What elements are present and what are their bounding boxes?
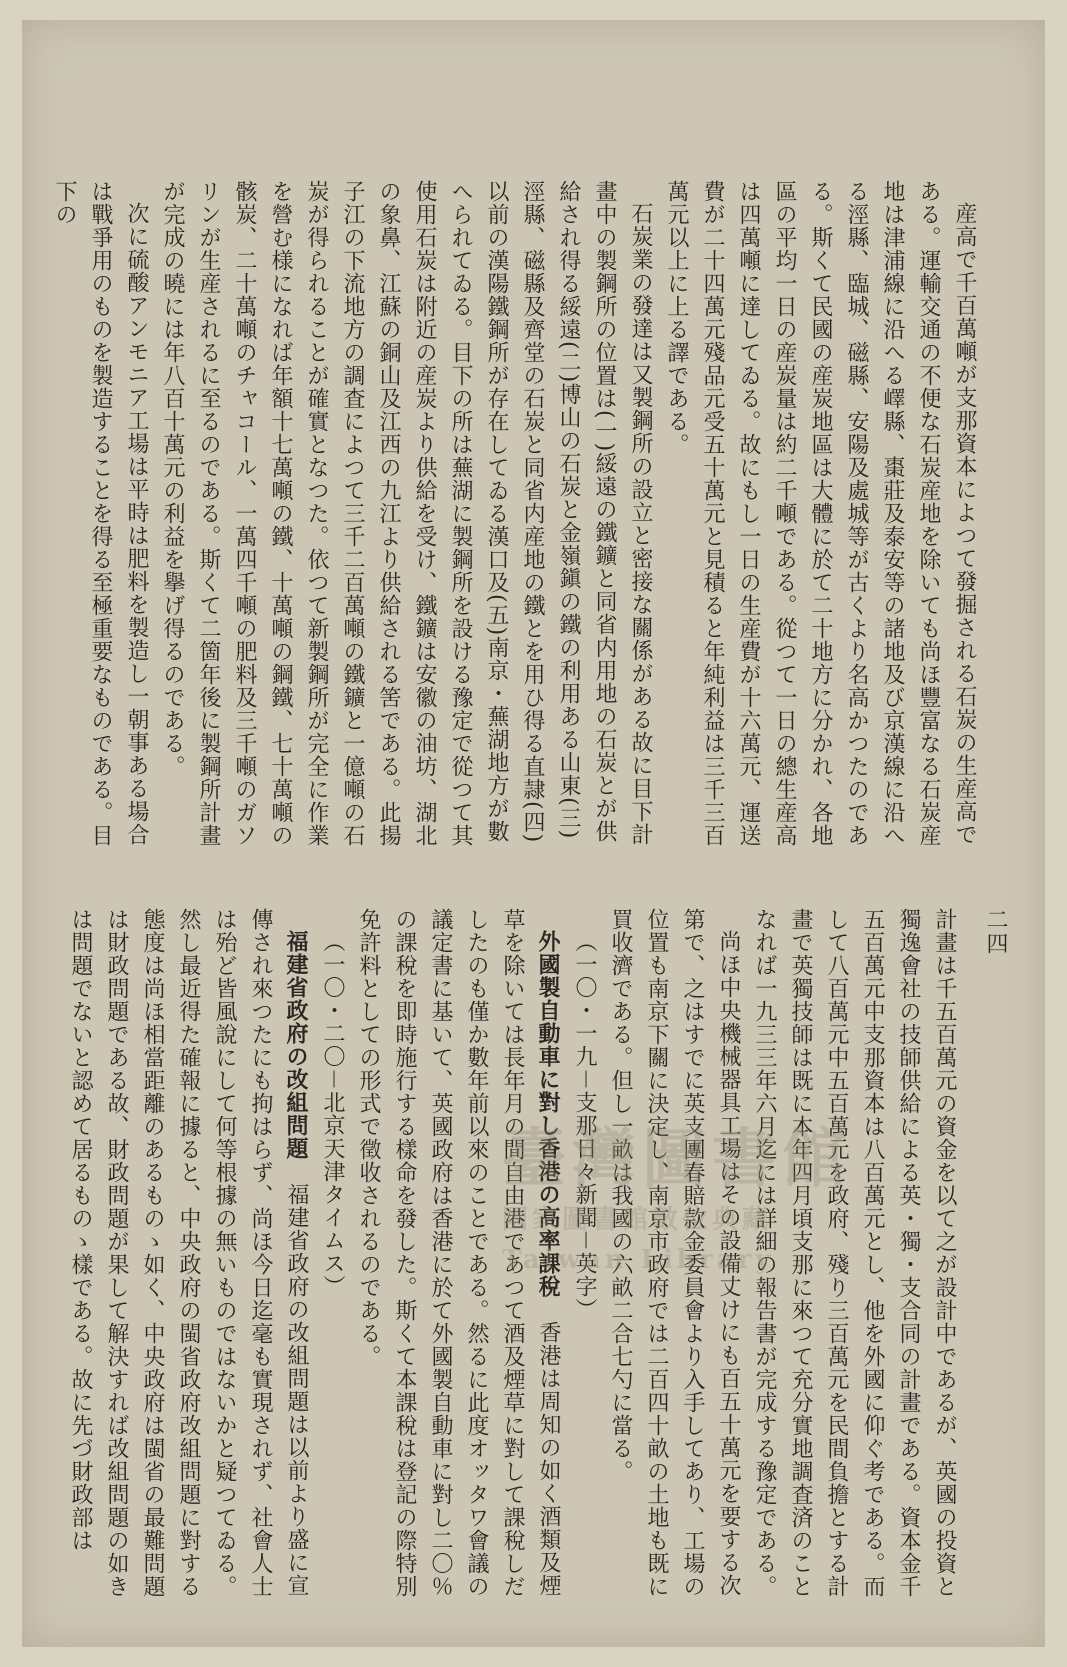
- watermark-line-2: 國家圖書館數位典藏: [502, 1205, 773, 1235]
- paragraph-ammonium-sulfate: 次に硫酸アンモニア工場は平時は肥料を製造し一朝事ある場合は戰爭用のものを製造することを得る至極重要なものである。目下の: [52, 180, 149, 847]
- source-citation-1: （一〇・一九－支那日々新聞－英字）: [572, 930, 597, 1322]
- article-fujian: [62, 908, 314, 1598]
- paragraph-coal-production: 産高で千百萬噸が支那資本によつて發掘される石炭の生産高である。運輸交通の不便な石炭産地を除いても尚ほ豐富なる石炭産地は津浦線に沿へる嶧縣、棗莊及泰安等の諸地及び京漢線に沿へる涇縣、臨城、磁縣、安陽及處城等が古くより名高かつたのである。斯くて民國の産炭地區は大體に於て二十地方に分かれ、各地區の平均一日の産炭量は約二千噸である。從つて一日の總生産高は四萬噸に達してゐる。故にもし一日の生産費が十六萬元、運送費が二十四萬元殘品元受五十萬元と見積ると年純利益は三千三百萬元以上に上る譯である。: [664, 180, 977, 847]
- paragraph-plan-continued: 計畫は千五百萬元の資金を以て之が設計中であるが、英國の投資と獨逸會社の技師供給による英・獨・支合同の計畫である。資本金千五百萬元中支那資本は八百萬元とし、他を外國に仰ぐ考である。而して八百萬元中五百萬元を政府、殘り三百萬元を民間負擔とする計畫で英獨技師は既に本年四月頃支那に來つて充分實地調査済のことなれば一九三三年六月迄には詳細の報告書が完成する豫定である。: [752, 908, 957, 1598]
- article-hongkong-body: 香港は周知の如く酒類及煙草を除いては長年月の間自由港であつて酒及煙草に對して課稅しだしたのも僅か數年前以來のことである。然るに此度オッタワ會議の議定書に基いて、英國政府は香港に於て外國製自動車に對し二〇％の課稅を即時施行する樣命を發した。斯くて本課稅は登記の際特別免許料としての形式で徵收されるのである。: [356, 908, 561, 1598]
- watermark-line-1: 臺灣圖書館: [502, 1122, 852, 1197]
- top-text-block: [52, 180, 982, 850]
- paragraph-steel-works: 石炭業の發達は又製鋼所の設立と密接な關係がある故に目下計畫中の製鋼所の位置は(一)綏遠の鐵鑛と同省内用地の石炭とが供給され得る綏遠(二)博山の石炭と金嶺鎭の鐵の利用ある山東(三)涇縣、磁縣及齊堂の石炭と同省内産地の鐵とを用ひ得る直隷(四)以前の漢陽鐵鋼所が存在してゐる漢口及(五)南京・蕪湖地方が數へられてゐる。目下の所は蕪湖に製鋼所を設ける豫定で從つて其使用石炭は附近の産炭より供給を受け、鐵鑛は安徽の油坊、湖北の象鼻、江蘇の銅山及江西の九江より供給される筈である。此揚子江の下流地方の調査によつて三千二百萬噸の鐵鑛と一億噸の石炭が得られることが確實となつた。依つて新製鋼所が完全に作業を營む様になれば年額十七萬噸の鐵、十萬噸の鋼鐵、七十萬噸の骸炭、二十萬噸のチャコール、一萬四千噸の肥料及三千噸のガソリンが生産されるに至るのである。斯くて二箇年後に製鋼所計畫が完成の曉には年八百十萬元の利益を擧げ得るのである。: [160, 180, 653, 847]
- article-hongkong: [350, 908, 566, 1598]
- source-citation-2: （一〇・二〇－北京天津タイムス）: [320, 930, 345, 1299]
- article-hongkong-title: 外國製自動車に對し香港の高率課稅: [535, 930, 561, 1298]
- page-number: 二四: [983, 908, 1008, 956]
- bottom-text-block: [68, 908, 962, 1598]
- watermark-line-3: Taiwan Library: [502, 1245, 775, 1275]
- article-fujian-body: 福建省政府の改組問題は以前より盛に宣傳され來つたにも拘はらず、尚ほ今日迄毫も實現されず、社會人士は殆ど皆風說にして何等根據の無いものではないかと疑つてゐる。然し最近得た確報に據ると、中央政府の閩省政府改組問題に對する態度は尚ほ相當距離のあるものゝ如く、中央政府は閩省の最難問題は財政問題である故、財政問題が果して解決すれば改組問題の如きは問題でないと認めて居るものゝ樣である。故に先づ財政部は: [68, 908, 309, 1598]
- document-page: [22, 20, 1045, 1647]
- paragraph-machinery-plant: 尚ほ中央機械器具工場はその設備丈けにも百五十萬元を要する次第で、之はすでに英支團春賠款金委員會より入手してあり、工場の位置も南京下關に決定し、南京市政府では二百四十畝の土地も既に買收濟である。但し一畝は我國の六畝二合七勺に當る。: [608, 908, 741, 1598]
- article-fujian-title: 福建省政府の改組問題: [283, 930, 309, 1160]
